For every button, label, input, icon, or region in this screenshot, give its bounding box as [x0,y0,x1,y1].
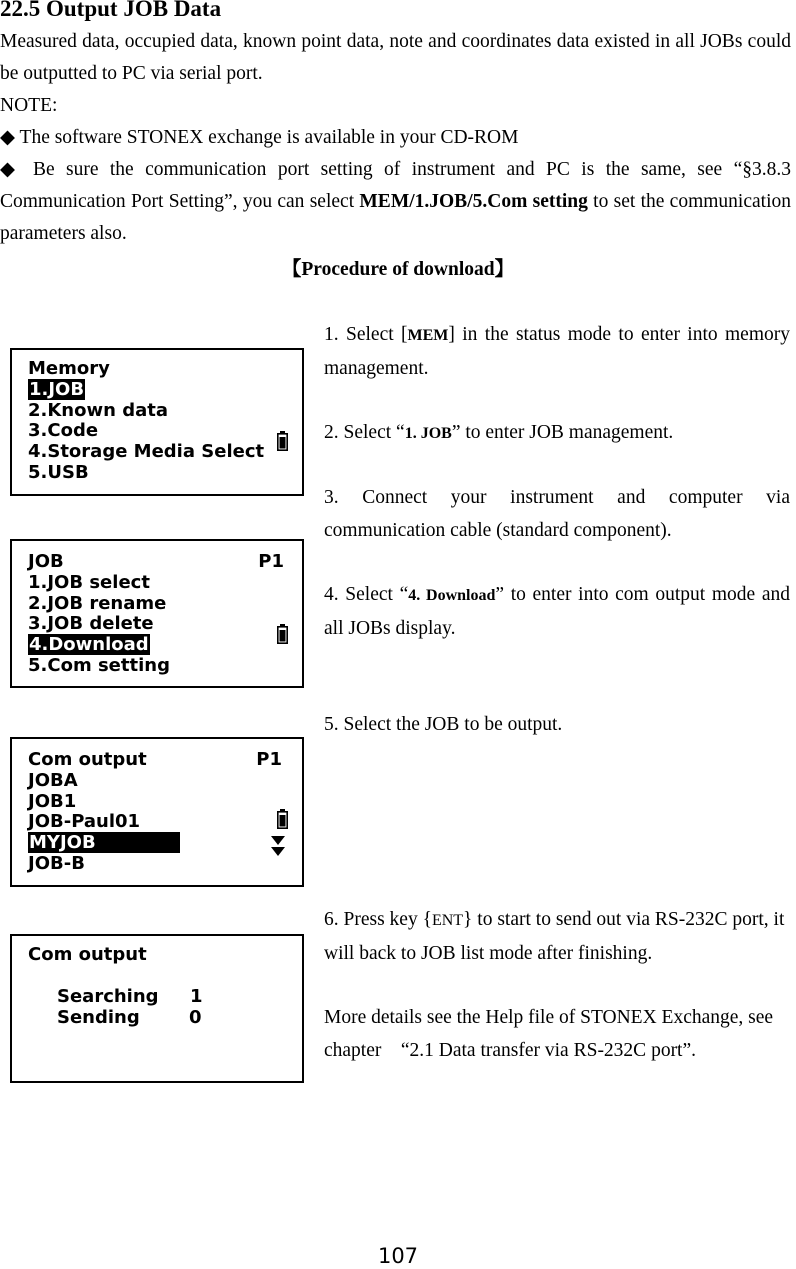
step-1 [324,318,790,385]
diamond-bullet-icon: ◆ [0,127,15,148]
job-list-item[interactable]: JOBA [28,770,78,791]
screen-title: Memory [28,358,110,379]
lcd-screen-memory [10,348,304,496]
step-4-text-a: 4. Select “ [324,584,409,605]
section-title: 22.5 Output JOB Data [0,0,222,21]
job-list-item[interactable]: JOB1 [28,791,77,812]
lcd-screen-com-output-progress [10,934,304,1083]
step-2-text-c: ” to enter JOB management. [451,422,674,443]
job-list-item-selected[interactable]: MYJOB [28,832,180,853]
searching-label: Searching [57,986,159,1007]
note-bullet-2 [0,154,791,250]
scroll-down-icon [270,835,286,859]
sending-label: Sending [57,1007,140,1028]
screen-title: JOB [28,551,64,572]
step-1-text-c: ] in the status mode to enter into memory management. [324,324,790,379]
battery-icon [277,431,288,451]
menu-item[interactable]: 2.Known data [28,400,168,421]
menu-item[interactable]: 2.JOB rename [28,593,167,614]
battery-icon [277,624,288,644]
step-6-text-a: 6. Press key { [324,909,432,930]
job-list-item[interactable]: JOB-Paul01 [28,811,141,832]
note-bullet-2-menu-path: MEM/1.JOB/5.Com setting [359,191,588,212]
battery-icon [277,809,288,829]
note-bullet-2-text-a: Be sure the communication port setting of instrument and PC is the same, see “§3.8.3 Communication Port Setting”, you can select [0,159,791,212]
step-4 [324,578,790,645]
step-1-text-a: 1. Select [ [324,324,408,345]
searching-value: 1 [190,986,203,1007]
step-4-text-c: ” to enter into com output mode and all JOBs display. [324,584,790,639]
diamond-bullet-icon: ◆ [0,159,22,180]
menu-item[interactable]: 5.Com setting [28,655,170,676]
intro-block [0,26,791,250]
step-2-key: 1. JOB [404,425,452,442]
step-3: 3. Connect your instrument and computer via communication cable (standard component). [324,487,790,541]
menu-item[interactable]: 1.JOB select [28,572,150,593]
note-label: NOTE: [0,95,58,116]
step-1-key: MEM [407,327,449,344]
intro-paragraph: Measured data, occupied data, known point data, note and coordinates data existed in all JOBs could be outputted to PC via serial port. [0,31,791,84]
lcd-screen-com-output-list [10,737,304,887]
menu-item[interactable]: 3.Code [28,420,99,441]
menu-item-selected[interactable]: 1.JOB [29,379,85,400]
menu-item[interactable]: 5.USB [28,462,89,483]
page-indicator: P1 [258,551,284,572]
job-list-item[interactable]: JOB-B [28,853,85,874]
screen-title: Com output [28,944,147,965]
step-2-text-a: 2. Select “ [324,422,405,443]
screen-title: Com output [28,749,147,770]
step-6 [324,903,790,970]
lcd-screen-job [10,539,304,688]
note-bullet-1 [0,122,791,154]
menu-item[interactable]: 4.Storage Media Select [28,441,265,462]
page-number: 107 [377,1244,419,1268]
page-indicator: P1 [256,749,282,770]
step-6-key: ENT [431,912,464,929]
note-bullet-1-text: The software STONEX exchange is available in your CD-ROM [19,127,519,148]
step-5: 5. Select the JOB to be output. [324,714,563,735]
menu-item[interactable]: 3.JOB delete [28,613,154,634]
menu-item-selected[interactable]: 4.Download [29,634,149,655]
procedure-title: 【Procedure of download】 [281,259,515,280]
step-6-text-c: } to start to send out via RS-232C port, it will back to JOB list mode after finishing. [324,909,785,964]
step-2 [324,416,790,450]
sending-value: 0 [189,1007,202,1028]
note-bullet-2-text-c: to set the communication parameters also. [0,191,791,244]
step-7: More details see the Help file of STONEX Exchange, see chapter “2.1 Data transfer via RS-232C port”. [324,1007,774,1061]
step-4-key: 4. Download [408,587,496,604]
